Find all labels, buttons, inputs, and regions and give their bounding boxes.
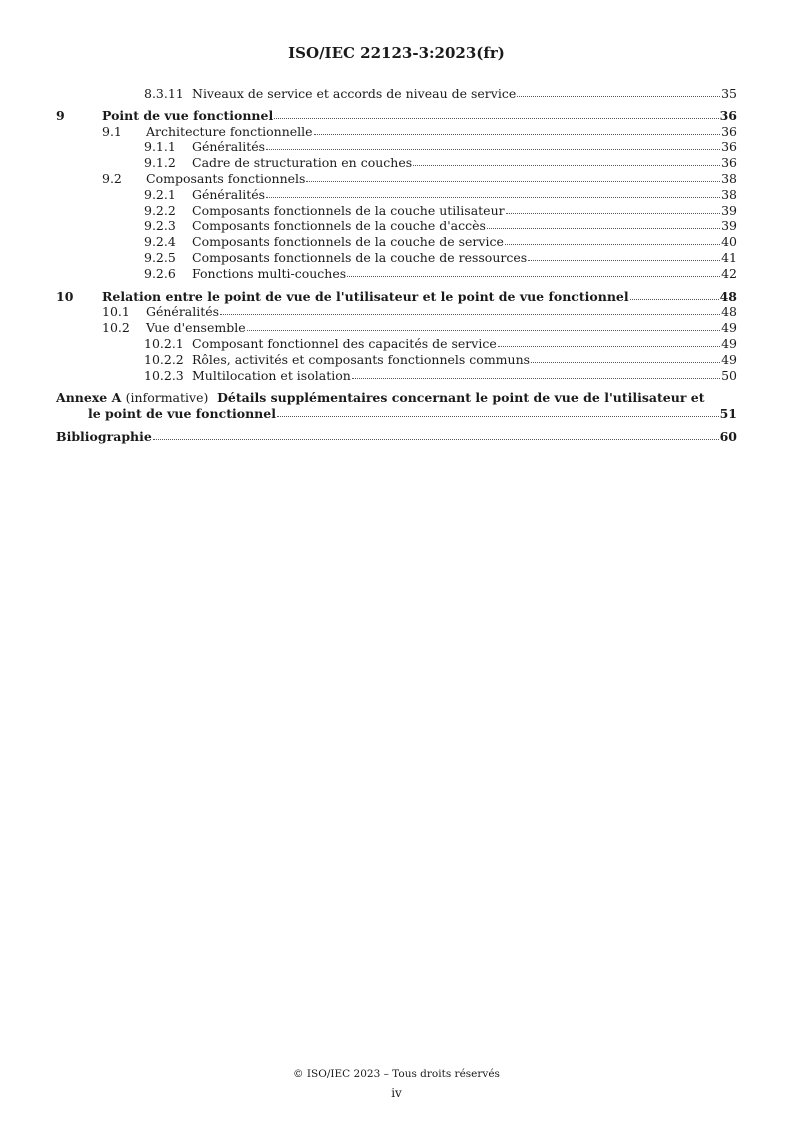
toc-dot-leader	[630, 298, 719, 300]
toc-entry-title: Composant fonctionnel des capacités de service	[192, 335, 497, 351]
toc-entry-number: 10.2.2	[144, 351, 184, 367]
toc-entry-page: 48	[719, 288, 737, 304]
toc-entry[interactable]	[56, 139, 737, 155]
toc-entry-title: Rôles, activités et composants fonctionnels communs	[192, 351, 531, 367]
toc-entry-number: 9	[56, 107, 65, 123]
toc-entry-page: 38	[721, 186, 737, 202]
toc-entry[interactable]	[56, 266, 737, 282]
toc-entry-number: 10.1	[102, 304, 130, 320]
toc-entry-number: 9.2.2	[144, 202, 176, 218]
toc-entry-page: 49	[721, 351, 737, 367]
annex-qualifier: (informative)	[125, 390, 209, 406]
toc-dot-leader	[531, 361, 720, 363]
toc-dot-leader	[274, 117, 718, 119]
toc-dot-leader	[498, 345, 720, 347]
toc-entry[interactable]	[56, 155, 737, 171]
toc-entry[interactable]	[56, 108, 737, 124]
toc-entry-number: 9.2.4	[144, 234, 176, 250]
annex-heading-line	[56, 390, 737, 406]
toc-entry-title: Composants fonctionnels de la couche utilisateur	[192, 202, 505, 218]
annex-title-line2: le point de vue fonctionnel	[88, 406, 276, 422]
toc-entry-title: Composants fonctionnels	[146, 170, 306, 186]
toc-entry-title: Cadre de structuration en couches	[192, 155, 413, 171]
toc-entry-bibliography[interactable]	[56, 429, 737, 445]
footer-copyright: © ISO/IEC 2023 – Tous droits réservés	[293, 1068, 500, 1080]
toc-entry-number: 9.2.6	[144, 265, 176, 281]
toc-entry[interactable]	[56, 289, 737, 305]
toc-dot-leader	[277, 415, 719, 417]
toc-entry-page: 42	[721, 265, 737, 281]
annex-title-continuation	[56, 406, 737, 422]
toc-entry[interactable]	[56, 352, 737, 368]
toc-entry-title: Bibliographie	[56, 428, 152, 444]
toc-entry-page: 35	[721, 86, 737, 101]
toc-entry-page: 49	[721, 320, 737, 336]
toc-entry-number: 10.2.3	[144, 367, 184, 383]
toc-entry-title: Multilocation et isolation	[192, 367, 351, 383]
toc-entry-title: Architecture fonctionnelle	[146, 123, 313, 139]
toc-entry-title: Vue d'ensemble	[146, 320, 246, 336]
toc-dot-leader	[266, 148, 720, 150]
toc-entry[interactable]	[56, 336, 737, 352]
toc-entry-number: 9.2.3	[144, 218, 176, 234]
toc-entry-title: Fonctions multi-couches	[192, 265, 347, 281]
toc-entry-page: 36	[721, 139, 737, 155]
toc-entry-annex-a[interactable]	[56, 390, 737, 422]
toc-entry-number: 9.2.5	[144, 249, 176, 265]
toc-dot-leader	[352, 377, 720, 379]
annex-title-line1: Détails supplémentaires concernant le point de vue de l'utilisateur et	[217, 390, 705, 406]
toc-dot-leader	[413, 164, 720, 166]
toc-entry-number: 8.3.11	[144, 86, 184, 101]
toc-dot-leader	[505, 243, 720, 245]
toc-entry-page: 39	[721, 218, 737, 234]
toc-dot-leader	[506, 212, 720, 214]
toc-dot-leader	[306, 180, 720, 182]
toc-entry-page: 48	[721, 304, 737, 320]
toc-entry-page: 49	[721, 335, 737, 351]
toc-entry-number: 9.2	[102, 170, 122, 186]
toc-dot-leader	[314, 133, 721, 135]
toc-dot-leader	[220, 313, 720, 315]
toc-entry-title: Niveaux de service et accords de niveau de service	[192, 86, 517, 101]
toc-entry-number: 9.1	[102, 123, 122, 139]
document-header: ISO/IEC 22123-3:2023(fr)	[288, 44, 505, 62]
toc-entry-title: Généralités	[192, 186, 266, 202]
toc-entry-page: 39	[721, 202, 737, 218]
toc-entry-title: Généralités	[146, 304, 220, 320]
annex-label: Annexe A	[56, 390, 122, 406]
toc-dot-leader	[487, 227, 720, 229]
toc-entry-page: 51	[719, 406, 737, 422]
toc-dot-leader	[247, 329, 720, 331]
toc-dot-leader	[528, 259, 720, 261]
toc-entry-title: Relation entre le point de vue de l'utilisateur et le point de vue fonctionnel	[102, 288, 629, 304]
toc-entry-page: 36	[721, 155, 737, 171]
toc-entry-page: 36	[721, 123, 737, 139]
footer-page-number: iv	[391, 1086, 402, 1100]
toc-entry-title: Généralités	[192, 139, 266, 155]
toc-dot-leader	[517, 95, 720, 97]
toc-entry-page: 36	[719, 107, 737, 123]
toc-entry[interactable]	[56, 218, 737, 234]
toc-dot-leader	[153, 438, 719, 440]
toc-entry-page: 41	[721, 249, 737, 265]
toc-dot-leader	[347, 275, 720, 277]
toc-entry-number: 9.1.1	[144, 139, 176, 155]
toc-entry-number: 9.1.2	[144, 155, 176, 171]
toc-entry[interactable]	[56, 320, 737, 336]
toc-entry[interactable]	[56, 187, 737, 203]
toc-entry-title: Composants fonctionnels de la couche de service	[192, 234, 504, 250]
toc-entry-number: 10.2	[102, 320, 130, 336]
toc-entry-page: 38	[721, 170, 737, 186]
toc-entry-title: Composants fonctionnels de la couche de ressources	[192, 249, 528, 265]
table-of-contents	[56, 86, 737, 445]
toc-entry-title: Point de vue fonctionnel	[102, 107, 274, 123]
toc-entry[interactable]	[56, 86, 737, 102]
toc-entry-number: 10.2.1	[144, 335, 184, 351]
toc-entry[interactable]	[56, 234, 737, 250]
toc-entry[interactable]	[56, 250, 737, 266]
toc-dot-leader	[266, 196, 720, 198]
toc-entry[interactable]	[56, 304, 737, 320]
toc-entry-number: 9.2.1	[144, 186, 176, 202]
toc-entry[interactable]	[56, 124, 737, 140]
toc-entry-title: Composants fonctionnels de la couche d'accès	[192, 218, 486, 234]
toc-entry[interactable]	[56, 203, 737, 219]
toc-entry-page: 40	[721, 234, 737, 250]
toc-entry-page: 50	[721, 367, 737, 383]
toc-entry-number: 10	[56, 288, 74, 304]
toc-entry-page: 60	[719, 428, 737, 444]
toc-entry[interactable]	[56, 171, 737, 187]
toc-entry[interactable]	[56, 368, 737, 384]
